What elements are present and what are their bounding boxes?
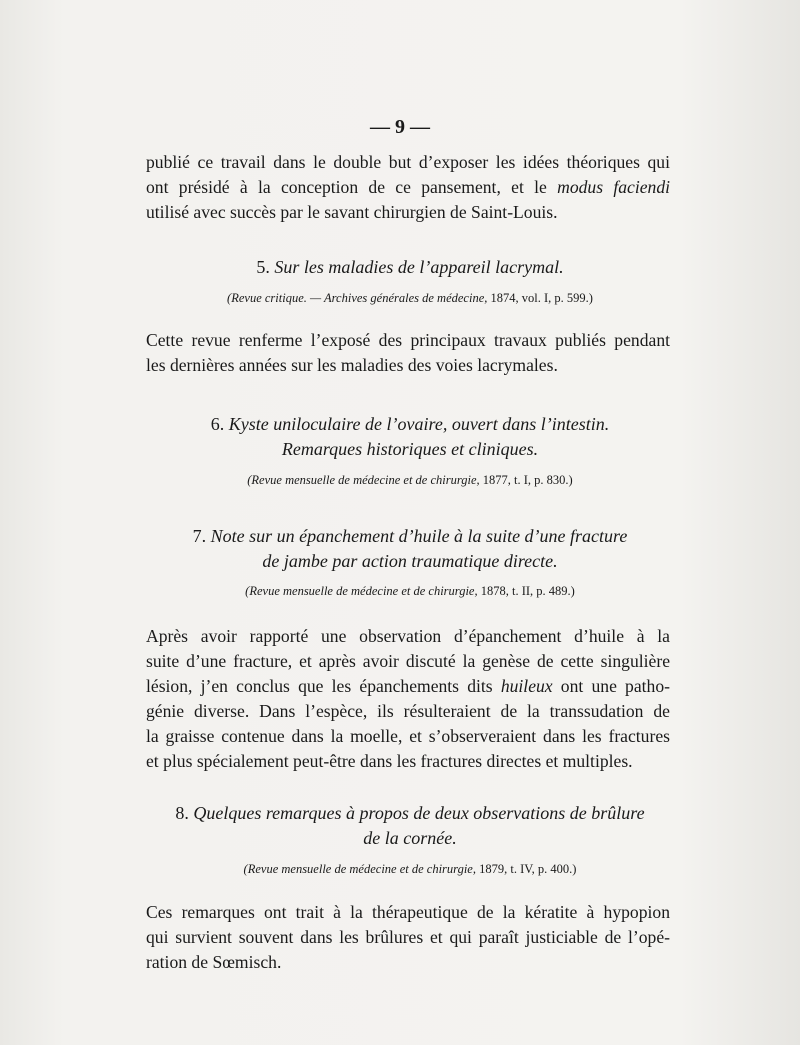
modus-faciendi-text: modus faciendi: [557, 177, 671, 197]
section-8-number: 8.: [175, 803, 189, 823]
section-8-title: [140, 801, 680, 851]
intro-line-2: ont présidé à la conception de ce pansement, et le modus faciendi: [146, 177, 671, 197]
section-7-body-line-6: et plus spécialement peut-être dans les fractures directes et multiples.: [146, 751, 633, 771]
section-7-body: [146, 624, 670, 774]
section-8-body-line-2: qui survient souvent dans les brûlures et qui paraît justiciable de l’opé-: [146, 927, 670, 947]
section-7-reference: (Revue mensuelle de médecine et de chirurgie, 1878, t. II, p. 489.): [245, 584, 575, 598]
section-7-body-line-3: lésion, j’en conclus que les épanchements dits huileux ont une patho-: [146, 676, 671, 696]
section-5-body: [146, 328, 670, 378]
section-6-number: 6.: [210, 414, 225, 434]
section-5-title-line-1: Sur les maladies de l’appareil lacrymal.: [274, 257, 564, 277]
section-6-title-line-1: Kyste uniloculaire de l’ovaire, ouvert dans l’intestin.: [228, 414, 610, 434]
section-8-title-line-1: Quelques remarques à propos de deux observations de brûlure: [193, 803, 645, 823]
section-7-title-line-2: de jambe par action traumatique directe.: [262, 551, 558, 571]
section-6-title-line-2: Remarques historiques et cliniques.: [281, 439, 539, 459]
section-7-body-line-4: génie diverse. Dans l’espèce, ils résulteraient de la transsudation de: [146, 701, 670, 721]
huileux-text: huileux: [500, 676, 553, 696]
section-8-reference: (Revue mensuelle de médecine et de chirurgie, 1879, t. IV, p. 400.): [243, 862, 577, 876]
section-7-title: [140, 524, 680, 574]
section-6-title: [140, 412, 680, 462]
section-5-body-line-1: Cette revue renferme l’exposé des principaux travaux publiés pendant: [146, 330, 670, 350]
section-5-title: [140, 255, 680, 280]
section-7-number: 7.: [192, 526, 207, 546]
section-5-number: 5.: [256, 257, 270, 277]
section-7-body-line-5: la graisse contenue dans la moelle, et s’observeraient dans les fractures: [146, 726, 670, 746]
intro-paragraph: [146, 150, 670, 225]
section-7-body-line-2: suite d’une fracture, et après avoir discuté la genèse de cette singulière: [146, 651, 670, 671]
section-6-reference: (Revue mensuelle de médecine et de chirurgie, 1877, t. I, p. 830.): [247, 473, 573, 487]
section-5-reference: (Revue critique. — Archives générales de médecine, 1874, vol. I, p. 599.): [227, 291, 593, 305]
intro-line-1: publié ce travail dans le double but d’exposer les idées théoriques qui: [146, 152, 670, 172]
section-8-body-line-3: ration de Sœmisch.: [146, 952, 282, 972]
section-8-title-line-2: de la cornée.: [363, 828, 457, 848]
section-7-title-line-1: Note sur un épanchement d’huile à la suite d’une fracture: [210, 526, 628, 546]
section-8-body-line-1: Ces remarques ont trait à la thérapeutique de la kératite à hypopion: [146, 902, 670, 922]
section-8-body: [146, 900, 670, 975]
intro-line-3: utilisé avec succès par le savant chirurgien de Saint-Louis.: [146, 202, 558, 222]
section-7-body-line-1: Après avoir rapporté une observation d’épanchement d’huile à la: [146, 626, 670, 646]
page-number: — 9 —: [370, 116, 430, 138]
section-5-body-line-2: les dernières années sur les maladies des voies lacrymales.: [146, 355, 558, 375]
